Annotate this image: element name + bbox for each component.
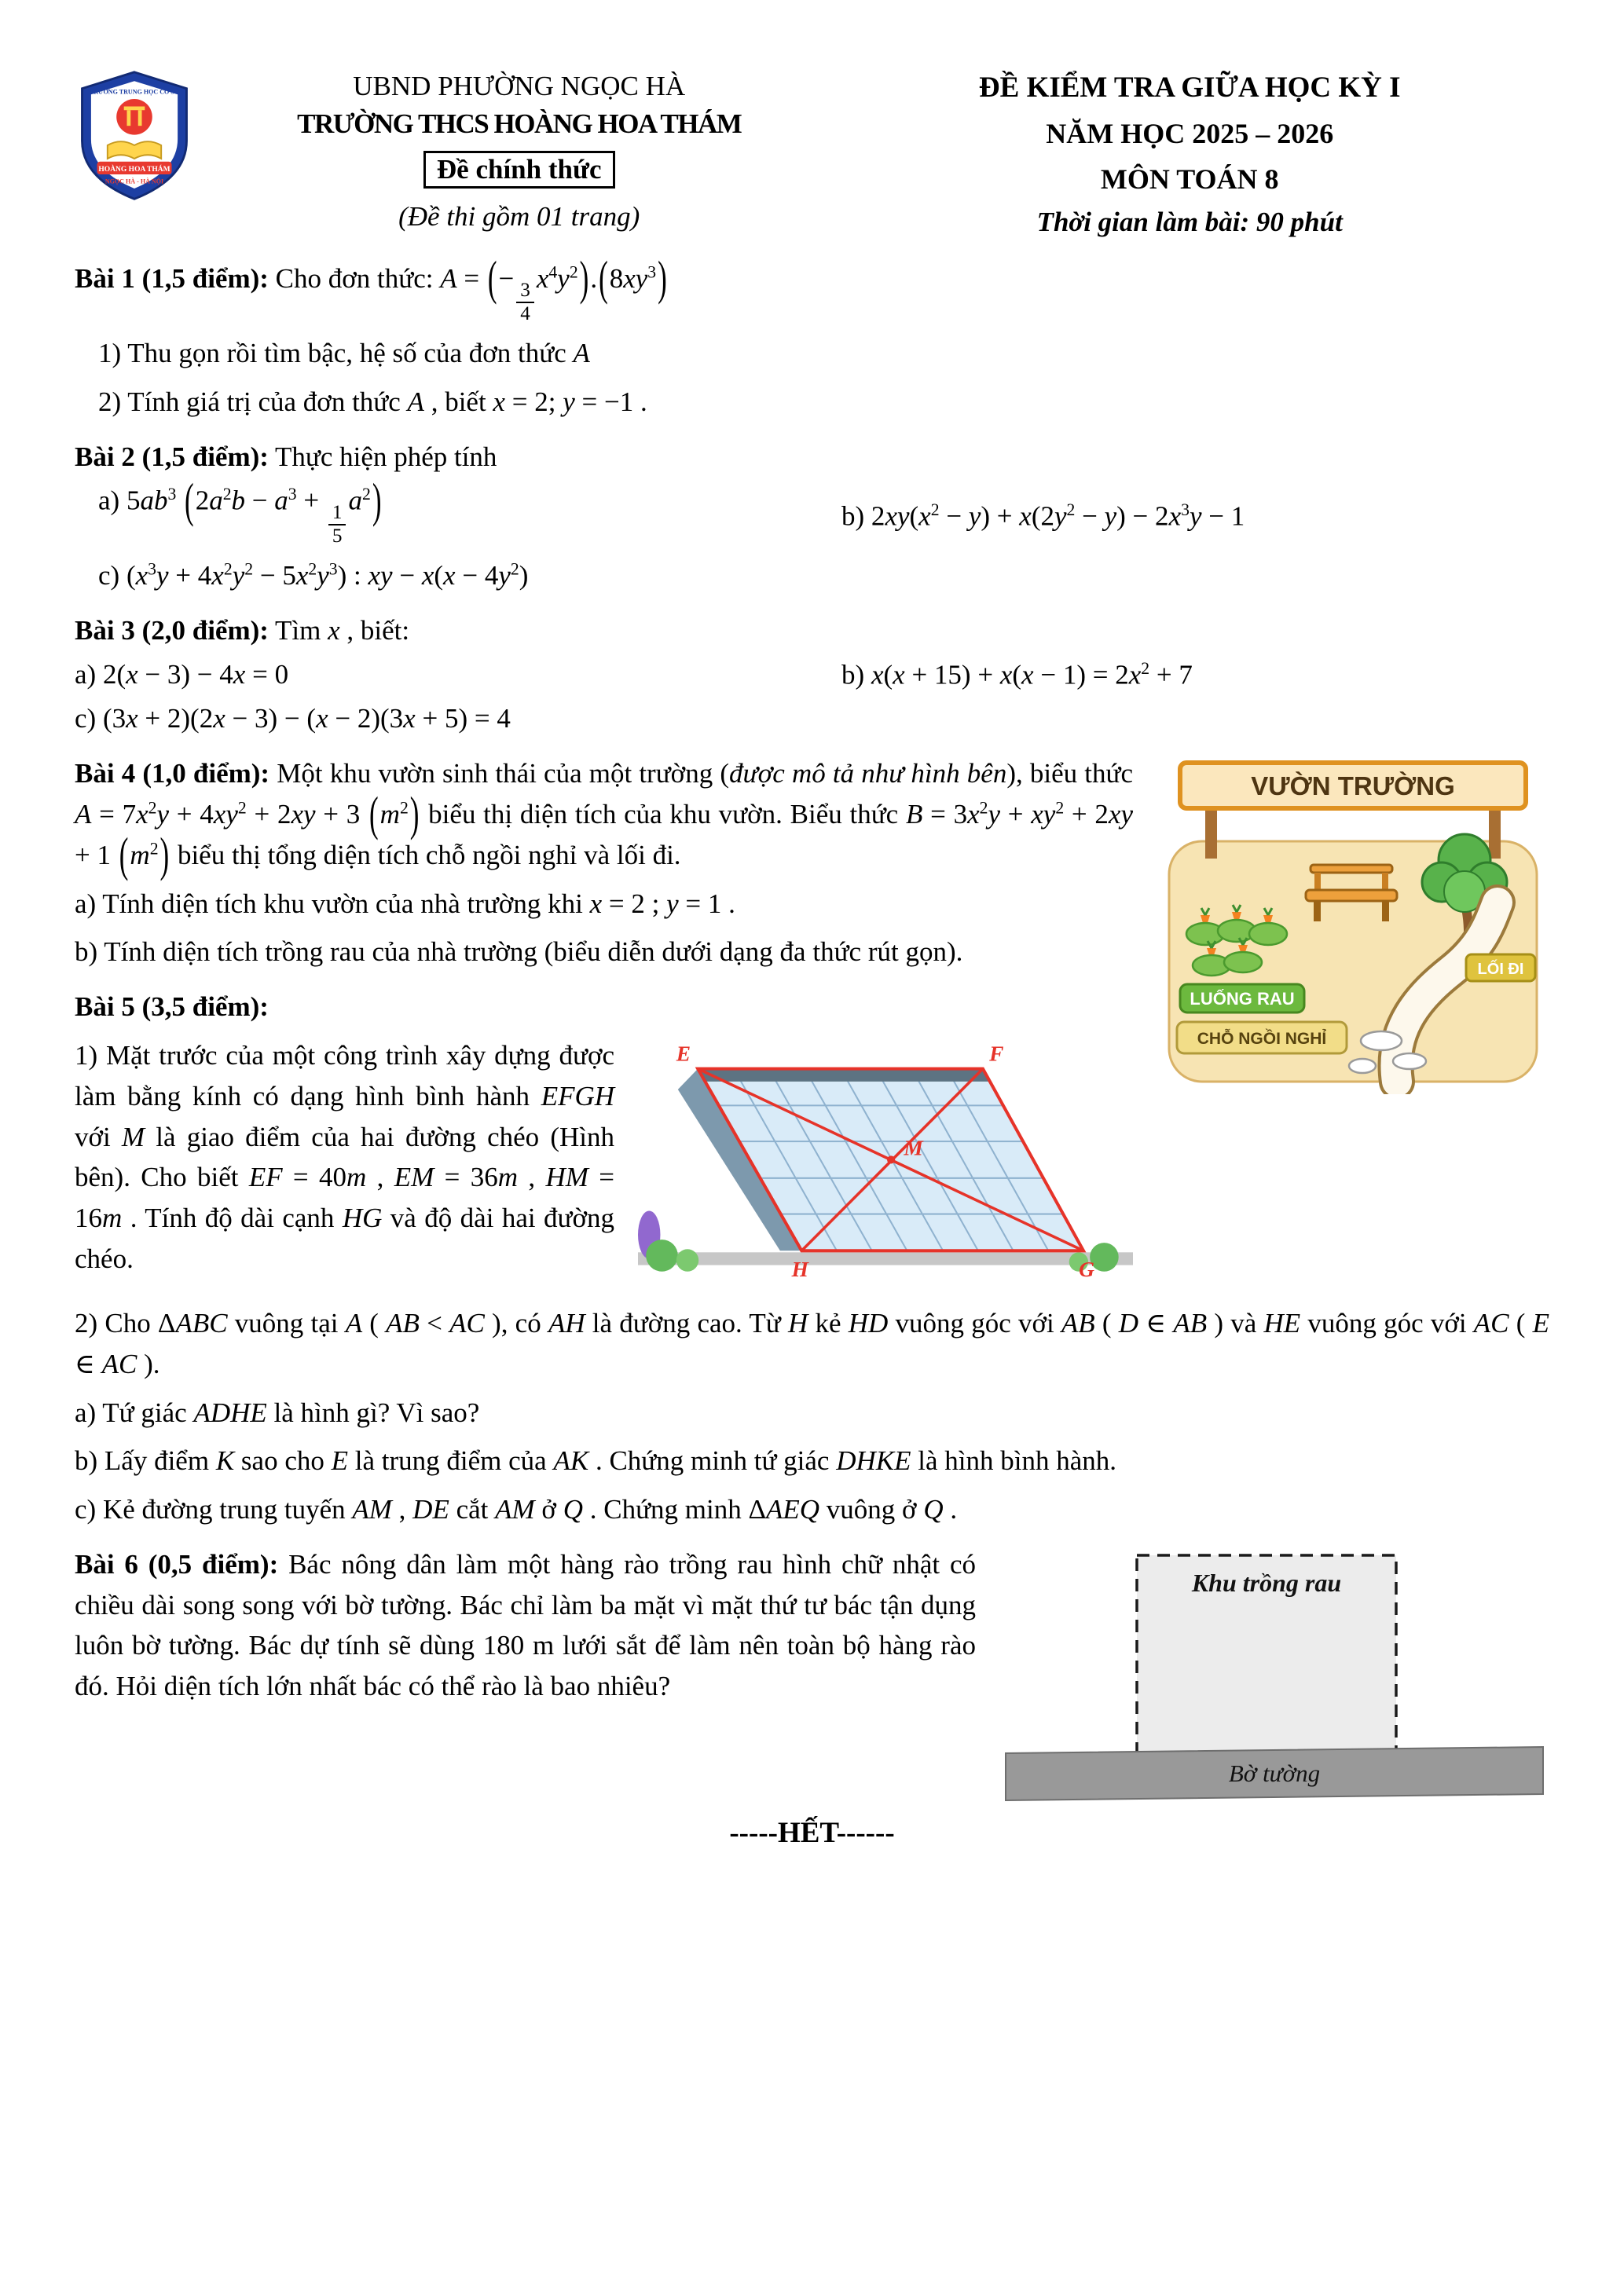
problem-3-row-ab: [75, 659, 1549, 691]
problem-5-part-1: 1) Mặt trước của một công trình xây dựng được làm bằng kính có dạng hình bình hành EFGH với M là giao điểm của hai đường chéo (Hình bên). Cho biết EF = 40m , EM = 36m , HM = 16m . Tính độ dài cạnh HG và độ dài hai đường chéo.: [75, 1039, 615, 1274]
problem-2-label: Bài 2 (1,5 điểm):: [75, 441, 269, 472]
problem-3-item-b: b) $x(x + 15) + x(x - 1) = 2x^2 + 7$: [841, 658, 1193, 690]
page-count-note: (Đề thi gồm 01 trang): [398, 201, 640, 232]
garden-figure: [1157, 756, 1549, 1094]
duration: Thời gian làm bài: 90 phút: [1036, 207, 1343, 237]
problem-5-item-a: a) Tứ giác ADHE là hình gì? Vì sao?: [75, 1397, 480, 1428]
logo-arc-bottom-text: NGỌC HÀ - HÀ NỘI: [104, 178, 164, 185]
vertex-m-label: M: [904, 1136, 923, 1160]
subject: MÔN TOÁN 8: [1100, 163, 1279, 195]
problem-4-item-b: b) Tính diện tích trồng rau của nhà trường (biểu diễn dưới dạng đa thức rút gọn).: [75, 936, 963, 968]
problem-5-item-b: b) Lấy điểm K sao cho E là trung điểm của AK . Chứng minh tứ giác DHKE là hình bình hành.: [75, 1445, 1116, 1477]
garden-sign-text: VƯỜN TRƯỜNG: [1251, 771, 1455, 801]
garden-illustration-icon: [1157, 756, 1549, 1094]
fence-wall-label: Bờ tường: [1228, 1759, 1321, 1787]
issuing-authority: UBND PHƯỜNG NGỌC HÀ: [353, 71, 686, 101]
logo-banner-text: HOÀNG HOA THÁM: [98, 166, 170, 174]
school-crest-icon: [75, 69, 194, 203]
problem-2-item-c: c) $(x^3y + 4x^2y^2 - 5x^2y^3)$ : xy − $x(x - 4y^2)$: [98, 559, 529, 591]
problem-6: [75, 1544, 1549, 1850]
header-right-block: [830, 66, 1549, 238]
fence-area-label: Khu trồng rau: [1191, 1568, 1342, 1597]
problem-6-body: Bác nông dân làm một hàng rào trồng rau hình chữ nhật có chiều dài song song với bờ tường. Bác chỉ làm ba mặt vì mặt thứ tư bác tận dụng luôn bờ tường. Bác dự tính sẽ dùng 180 m lưới sắt để làm nên toàn bộ hàng rào đó. Hỏi diện tích lớn nhất bác có thể rào là bao nhiêu?: [75, 1548, 976, 1702]
problem-4-label: Bài 4 (1,0 điểm):: [75, 758, 270, 789]
problem-3-item-a: a) 2(x − 3) − 4x = 0: [75, 659, 289, 690]
garden-beds-label: LUỐNG RAU: [1190, 989, 1295, 1009]
problem-1-expression: Cho đơn thức: A = (− $\frac{3}{4}$ $x^4y^2).(8xy^3)$: [275, 251, 667, 324]
problem-2: [75, 437, 1549, 596]
building-figure: [638, 1038, 1133, 1286]
problem-2-intro-text: Thực hiện phép tính: [275, 441, 497, 472]
problem-2-item-a: a) $5ab^3$ ($2a^2b - a^3$ + $\frac{1}{5}$ $a^2$): [98, 474, 382, 547]
garden-path-label: LỐI ĐI: [1477, 961, 1524, 979]
problem-3-item-c: c) (3x + 2)(2x − 3) − (x − 2)(3x + 5) = 4: [75, 703, 511, 734]
problem-6-label: Bài 6 (0,5 điểm):: [75, 1548, 279, 1580]
logo-arc-top-text: TRƯỜNG TRUNG HỌC CƠ SỞ: [89, 88, 180, 96]
problem-2-item-b: b) $2xy(x^2 - y) + x(2y^2 - y) - 2x^3y - 1$: [841, 500, 1245, 532]
vertex-h-label: H: [791, 1257, 808, 1281]
school-year: NĂM HỌC 2025 – 2026: [1046, 118, 1334, 149]
problem-3-label: Bài 3 (2,0 điểm):: [75, 614, 269, 646]
school-logo: [75, 66, 208, 203]
problem-1-item-2: 2) Tính giá trị của đơn thức A , biết x = 2; y = −1 .: [98, 386, 647, 417]
problem-2-intro: [75, 437, 1549, 478]
problem-5-label: Bài 5 (3,5 điểm):: [75, 991, 269, 1023]
official-exam-stamp: Đề chính thức: [423, 151, 615, 189]
problem-2-row-ab: [75, 474, 1549, 547]
problem-3-intro-text: Tìm x , biết:: [275, 614, 410, 646]
end-of-exam-mark: -----HẾT------: [729, 1816, 895, 1849]
problem-1-intro: [75, 251, 1549, 325]
fence-figure: [999, 1547, 1549, 1807]
vertex-g-label: G: [1079, 1257, 1094, 1281]
problem-1-item-1: 1) Thu gọn rồi tìm bậc, hệ số của đơn thức A: [98, 338, 590, 369]
school-name: TRƯỜNG THCS HOÀNG HOA THÁM: [297, 108, 742, 139]
exam-header: [75, 66, 1549, 238]
fence-diagram-icon: [999, 1547, 1549, 1807]
problem-1-label: Bài 1 (1,5 điểm):: [75, 263, 269, 294]
vertex-f-label: F: [989, 1042, 1004, 1066]
problem-3-intro: [75, 610, 1549, 651]
problem-1: [75, 251, 1549, 423]
header-left-block: [208, 66, 830, 233]
parallelogram-building-icon: [638, 1038, 1133, 1286]
problem-5-item-c: c) Kẻ đường trung tuyến AM , DE cắt AM ở Q . Chứng minh ΔAEQ vuông ở Q .: [75, 1494, 958, 1525]
garden-seats-label: CHỖ NGỒI NGHỈ: [1197, 1030, 1327, 1049]
problem-5-part-2: 2) Cho ΔABC vuông tại A ( AB < AC ), có AH là đường cao. Từ H kẻ HD vuông góc với AB ( D ∈ AB ) và HE vuông góc với AC ( E ∈ AC ).: [75, 1307, 1549, 1379]
problem-4-item-a: a) Tính diện tích khu vườn của nhà trường khi x = 2 ; y = 1 .: [75, 888, 735, 919]
exam-title: ĐỀ KIỂM TRA GIỮA HỌC KỲ I: [978, 71, 1401, 104]
problem-3: [75, 610, 1549, 739]
problem-4-intro-text: Một khu vườn sinh thái của một trường (được mô tả như hình bên), biểu thức $A = 7x^2y + 4xy^2 + 2xy + 3$ $(m^2)$ biểu thị diện tích của khu vườn. Biểu thức $B = 3x^2y + xy^2 + 2xy + 1$ $(m^2)$ biểu thị tổng diện tích chỗ ngồi nghỉ và lối đi.: [75, 758, 1134, 882]
vertex-e-label: E: [676, 1042, 691, 1066]
